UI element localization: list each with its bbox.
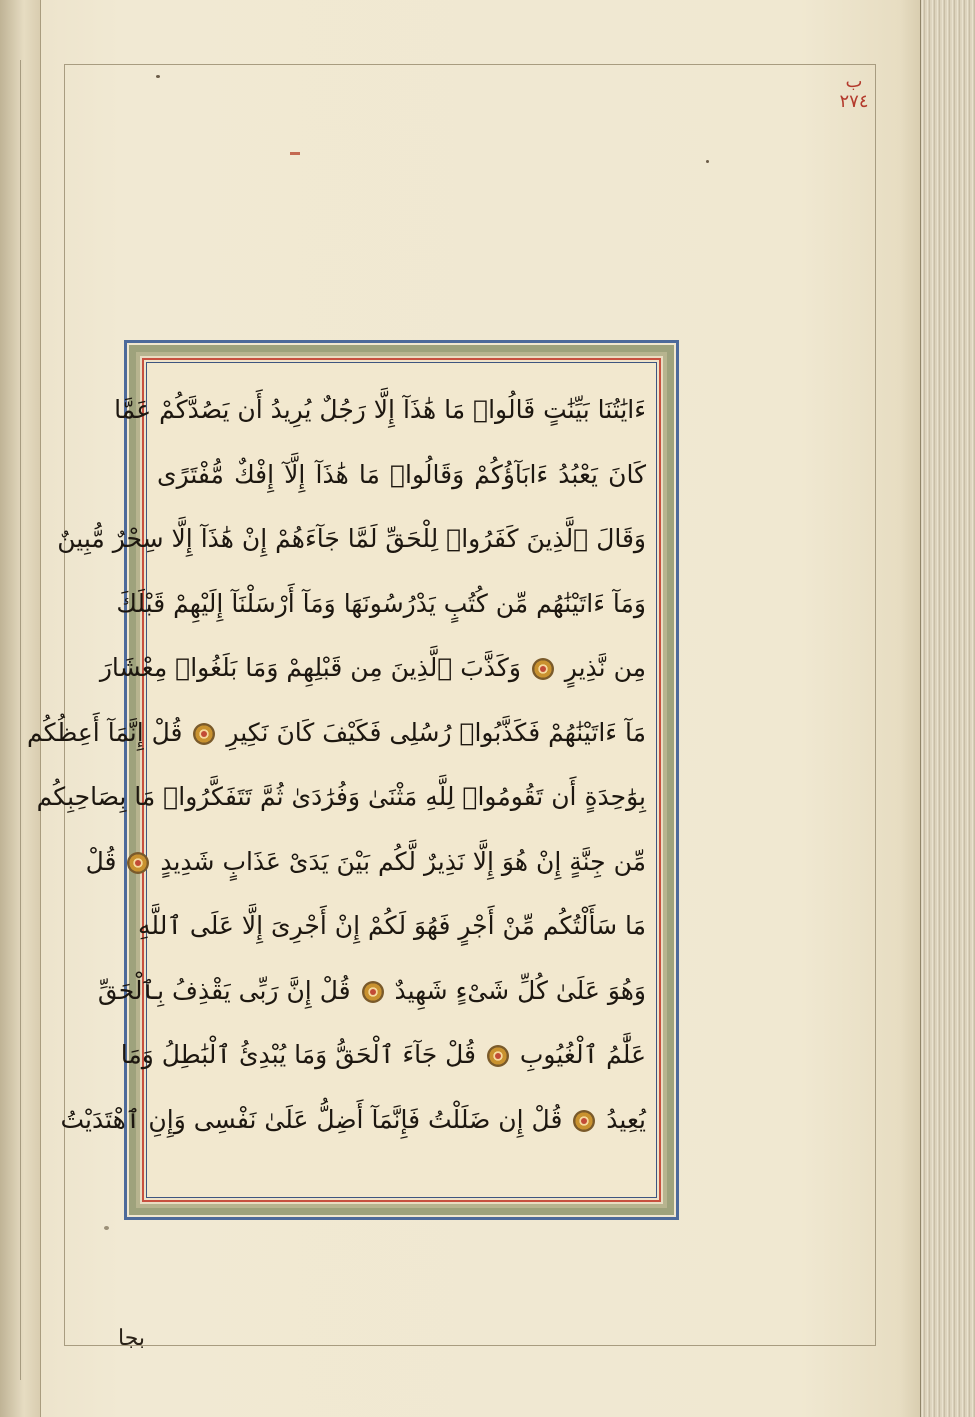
ink-speck: [706, 160, 709, 163]
text-block: [26, 363, 656, 1197]
text-line: بِوَٰحِدَةٍ أَن تَقُومُوا۟ لِلَّهِ مَثْنَىٰ وَفُرَٰدَىٰ ثُمَّ تَتَفَكَّرُوا۟ مَا بِصَاحِبِكُم: [36, 782, 646, 811]
text-line: مِّن جِنَّةٍ إِنْ هُوَ إِلَّا نَذِيرٌ لَّكُم بَيْنَ يَدَىْ عَذَابٍ شَدِيدٍ قُلْ: [85, 846, 646, 876]
text-line: وَهُوَ عَلَىٰ كُلِّ شَىْءٍ شَهِيدٌ قُلْ إِنَّ رَبِّى يَقْذِفُ بِٱلْحَقِّ: [97, 975, 646, 1005]
text-line: وَمَآ ءَاتَيْنَٰهُم مِّن كُتُبٍ يَدْرُسُونَهَا وَمَآ أَرْسَلْنَآ إِلَيْهِمْ قَبْلَكَ: [116, 588, 646, 618]
text-line: مَا سَأَلْتُكُم مِّنْ أَجْرٍ فَهُوَ لَكُمْ إِنْ أَجْرِىَ إِلَّا عَلَى ٱللَّهِ: [138, 911, 646, 940]
folio-number: [832, 72, 876, 112]
text-panel: [26, 340, 679, 1220]
verse-marker-icon: [127, 852, 149, 874]
ink-speck: [156, 75, 160, 78]
text-line: مِن نَّذِيرٍ وَكَذَّبَ ٱلَّذِينَ مِن قَبْلِهِمْ وَمَا بَلَغُوا۟ مِعْشَارَ: [99, 653, 646, 682]
text-line: مَآ ءَاتَيْنَٰهُمْ فَكَذَّبُوا۟ رُسُلِى فَكَيْفَ كَانَ نَكِيرِ قُلْ إِنَّمَآ أَعِظُكُم: [26, 717, 646, 747]
verse-marker-icon: [193, 723, 215, 745]
ink-speck: [104, 1226, 109, 1230]
page-edges: [920, 0, 975, 1417]
catchword: بجا: [118, 1326, 146, 1351]
verse-marker-icon: [362, 981, 384, 1003]
text-line: ءَايَٰتُنَا بَيِّنَٰتٍ قَالُوا۟ مَا هَٰذَآ إِلَّا رَجُلٌ يُرِيدُ أَن يَصُدَّكُمْ عَمَّا: [114, 395, 646, 424]
folio-letter: ب: [845, 71, 863, 92]
verse-marker-icon: [487, 1045, 509, 1067]
text-line: كَانَ يَعْبُدُ ءَابَآؤُكُمْ وَقَالُوا۟ مَا هَٰذَآ إِلَّآ إِفْكٌ مُّفْتَرًى: [157, 459, 646, 489]
folio-digits: ٢٧٤: [839, 91, 869, 112]
text-line: عَلَّٰمُ ٱلْغُيُوبِ قُلْ جَآءَ ٱلْحَقُّ وَمَا يُبْدِئُ ٱلْبَٰطِلُ وَمَا: [120, 1040, 646, 1069]
red-speck: [290, 152, 300, 155]
verse-marker-icon: [573, 1110, 595, 1132]
verse-marker-icon: [532, 658, 554, 680]
text-line: يُعِيدُ قُلْ إِن ضَلَلْتُ فَإِنَّمَآ أَضِلُّ عَلَىٰ نَفْسِى وَإِنِ ٱهْتَدَيْتُ: [60, 1104, 646, 1134]
facing-page-rule: [20, 60, 21, 1380]
text-line: وَقَالَ ٱلَّذِينَ كَفَرُوا۟ لِلْحَقِّ لَمَّا جَآءَهُمْ إِنْ هَٰذَآ إِلَّا سِحْرٌ مُّبِينٌ: [57, 524, 646, 553]
